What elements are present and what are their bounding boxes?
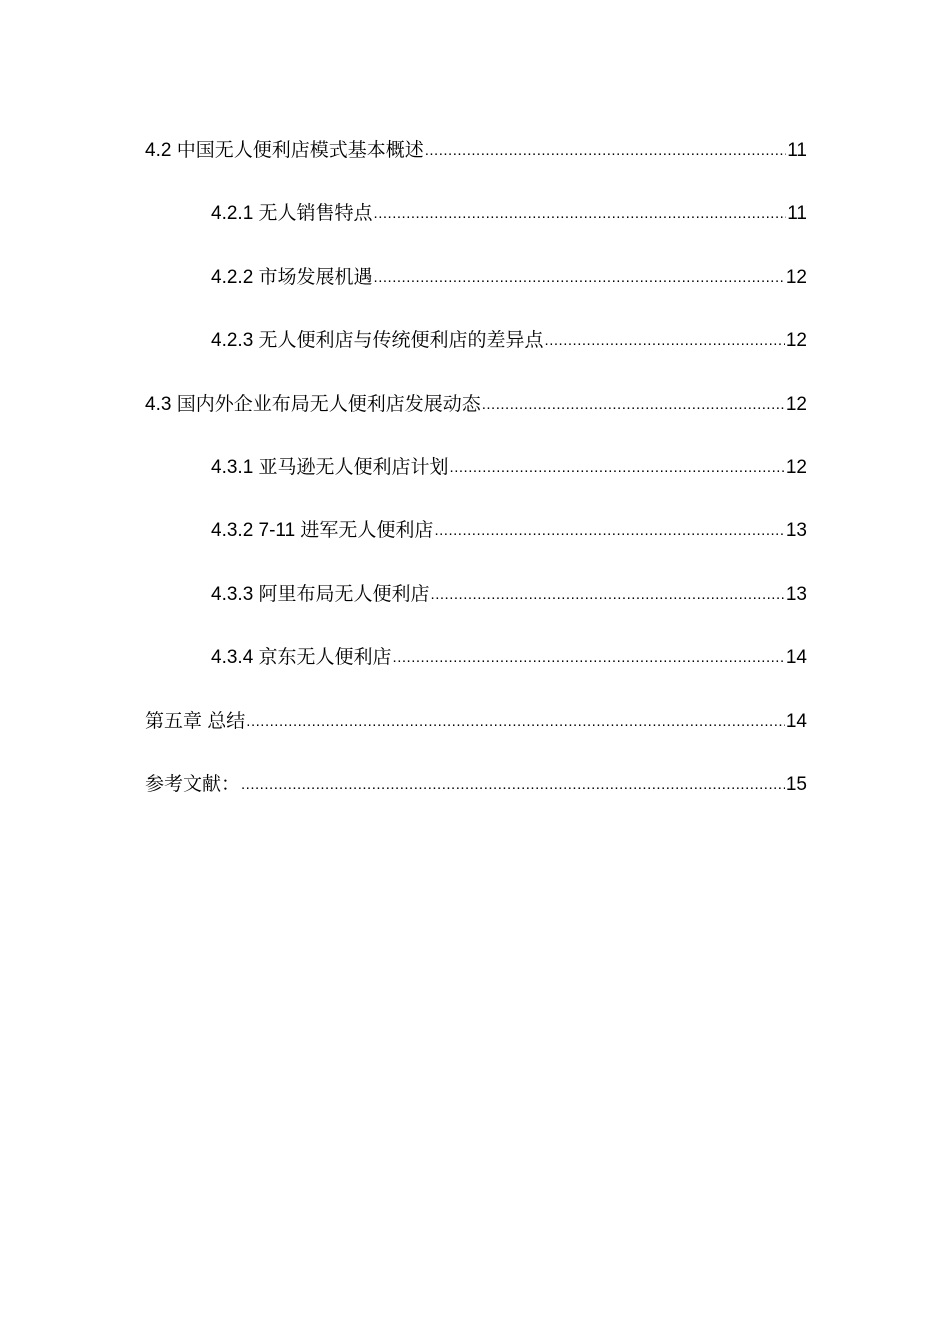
toc-entry-4-2-2[interactable] [145, 261, 807, 324]
toc-entry-page-number: 12 [785, 330, 807, 352]
toc-dot-leader [425, 133, 787, 168]
toc-entry-4-2-1[interactable] [145, 197, 807, 260]
toc-entry-page-number: 14 [785, 647, 807, 669]
toc-entry-title: 4.2 中国无人便利店模式基本概述 [145, 140, 424, 161]
toc-dot-leader [545, 323, 785, 358]
toc-dot-leader [393, 640, 785, 675]
toc-entry-4-3-3[interactable] [145, 578, 807, 641]
toc-dot-leader [450, 450, 785, 485]
toc-entry-title: 4.3.2 7-11 进军无人便利店 [211, 520, 434, 542]
toc-entry-4-3-2[interactable] [145, 514, 807, 577]
toc-entry-title: 4.3.3 阿里布局无人便利店 [211, 583, 430, 605]
toc-dot-leader [374, 260, 785, 295]
toc-entry-references[interactable] [145, 768, 807, 831]
toc-dot-leader [434, 513, 784, 548]
toc-entry-page-number: 12 [785, 266, 807, 288]
toc-entry-page-number: 13 [785, 520, 807, 542]
toc-entry-title: 4.3.1 亚马逊无人便利店计划 [211, 456, 449, 478]
toc-entry-title: 4.3.4 京东无人便利店 [211, 647, 392, 669]
toc-entry-page-number: 14 [785, 710, 807, 732]
toc-dot-leader [482, 387, 785, 422]
toc-entry-page-number: 15 [785, 773, 807, 795]
toc-entry-title: 参考文献： [145, 773, 241, 795]
toc-entry-title: 4.2.3 无人便利店与传统便利店的差异点 [211, 330, 544, 352]
toc-dot-leader [374, 196, 787, 231]
toc-dot-leader [431, 577, 785, 612]
toc-dot-leader [246, 704, 785, 739]
toc-entry-title: 第五章 总结 [145, 710, 246, 732]
toc-entry-title: 4.2.2 市场发展机遇 [211, 266, 373, 288]
toc-entry-chapter-5[interactable] [145, 705, 807, 768]
toc-entry-title: 4.3 国内外企业布局无人便利店发展动态 [145, 393, 481, 415]
toc-entry-page-number: 12 [785, 393, 807, 415]
toc-entry-4-2[interactable] [145, 134, 807, 197]
toc-entry-title: 4.2.1 无人销售特点 [211, 203, 373, 225]
toc-entry-4-3-1[interactable] [145, 451, 807, 514]
toc-entry-4-3-4[interactable] [145, 641, 807, 704]
toc-entry-page-number: 13 [785, 583, 807, 605]
toc-entry-page-number: 11 [787, 203, 807, 225]
toc-entry-page-number: 12 [785, 456, 807, 478]
toc-dot-leader [241, 767, 785, 802]
toc-entry-4-3[interactable] [145, 388, 807, 451]
toc-entry-page-number: 11 [787, 140, 807, 161]
table-of-contents [145, 134, 807, 831]
toc-entry-4-2-3[interactable] [145, 324, 807, 387]
